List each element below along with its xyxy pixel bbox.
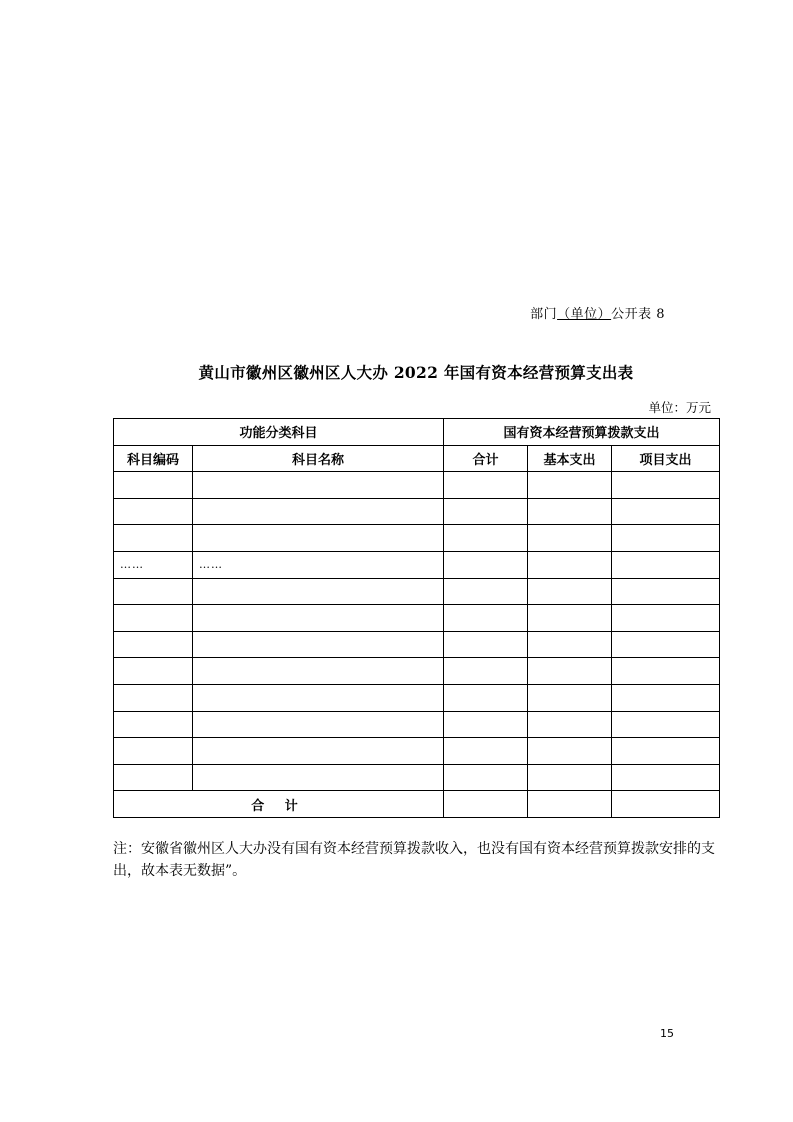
table-cell <box>612 684 720 711</box>
header-total: 合计 <box>444 445 528 472</box>
table-cell <box>528 605 612 632</box>
table-cell <box>444 631 528 658</box>
table-cell <box>528 684 612 711</box>
table-row <box>114 605 720 632</box>
table-cell <box>528 498 612 525</box>
table-cell <box>444 472 528 499</box>
table-group-header-row <box>114 419 720 446</box>
table-cell <box>612 658 720 685</box>
table-cell <box>114 578 193 605</box>
table-cell <box>528 631 612 658</box>
table-cell <box>528 525 612 552</box>
table-cell <box>528 738 612 765</box>
table-row <box>114 764 720 791</box>
table-row <box>114 738 720 765</box>
page-number: 15 <box>660 1027 674 1040</box>
table-cell <box>612 472 720 499</box>
table-cell <box>114 525 193 552</box>
unit-label: 单位：万元 <box>648 400 711 415</box>
header-subject-name: 科目名称 <box>193 445 444 472</box>
table-cell <box>444 658 528 685</box>
table-cell <box>528 551 612 578</box>
table-cell <box>528 472 612 499</box>
form-label <box>530 303 665 322</box>
table-total-row <box>114 791 720 818</box>
table-cell <box>193 764 444 791</box>
table-cell <box>528 764 612 791</box>
table-row <box>114 631 720 658</box>
table-cell <box>444 738 528 765</box>
table-cell <box>114 684 193 711</box>
table-cell <box>612 764 720 791</box>
table-cell <box>528 791 612 818</box>
table-cell <box>444 551 528 578</box>
table-cell <box>444 578 528 605</box>
table-cell <box>444 605 528 632</box>
table-cell <box>528 578 612 605</box>
table-cell <box>114 472 193 499</box>
table-cell <box>114 605 193 632</box>
ellipsis-name-cell: …… <box>193 551 444 578</box>
form-label-suffix: 公开表 8 <box>611 307 665 322</box>
table-cell <box>612 578 720 605</box>
table-cell <box>612 711 720 738</box>
table-cell <box>114 711 193 738</box>
footnote: 注：安徽省徽州区人大办没有国有资本经营预算拨款收入，也没有国有资本经营预算拨款安排的支出，故本表无数据”。 <box>113 841 715 879</box>
table-cell <box>612 791 720 818</box>
table-column-header-row <box>114 445 720 472</box>
table-cell <box>444 498 528 525</box>
table-cell <box>114 658 193 685</box>
table-cell <box>612 738 720 765</box>
header-basic-expenditure: 基本支出 <box>528 445 612 472</box>
header-subject-code: 科目编码 <box>114 445 193 472</box>
table-cell <box>193 605 444 632</box>
table-row-ellipsis <box>114 551 720 578</box>
header-functional-classification: 功能分类科目 <box>114 419 444 446</box>
table-cell <box>444 684 528 711</box>
table-cell <box>114 498 193 525</box>
table-row <box>114 525 720 552</box>
form-label-unit: （单位） <box>557 307 612 322</box>
table-cell <box>193 631 444 658</box>
table-row <box>114 578 720 605</box>
document-title: 黄山市徽州区徽州区人大办 2022 年国有资本经营预算支出表 <box>198 363 634 382</box>
table-cell <box>114 738 193 765</box>
table-row <box>114 711 720 738</box>
table-cell <box>193 658 444 685</box>
table-cell <box>612 551 720 578</box>
total-label-cell: 合 计 <box>114 791 444 818</box>
table-cell <box>612 631 720 658</box>
table-cell <box>193 498 444 525</box>
table-cell <box>193 738 444 765</box>
table-cell <box>528 711 612 738</box>
header-state-capital-expenditure: 国有资本经营预算拨款支出 <box>444 419 720 446</box>
table-row <box>114 684 720 711</box>
table-cell <box>612 498 720 525</box>
table-row <box>114 658 720 685</box>
table-cell <box>612 605 720 632</box>
table-cell <box>444 791 528 818</box>
table-cell <box>612 525 720 552</box>
table-cell <box>193 684 444 711</box>
table-cell <box>193 711 444 738</box>
table-cell <box>528 658 612 685</box>
table-row <box>114 498 720 525</box>
table-cell <box>193 472 444 499</box>
table-cell <box>444 764 528 791</box>
ellipsis-code-cell: …… <box>114 551 193 578</box>
table-cell <box>193 578 444 605</box>
table-cell <box>444 711 528 738</box>
table-cell <box>444 525 528 552</box>
budget-table <box>113 418 720 818</box>
table-cell <box>114 631 193 658</box>
table-row <box>114 472 720 499</box>
table-cell <box>114 764 193 791</box>
header-project-expenditure: 项目支出 <box>612 445 720 472</box>
form-label-prefix: 部门 <box>530 307 558 322</box>
table-cell <box>193 525 444 552</box>
